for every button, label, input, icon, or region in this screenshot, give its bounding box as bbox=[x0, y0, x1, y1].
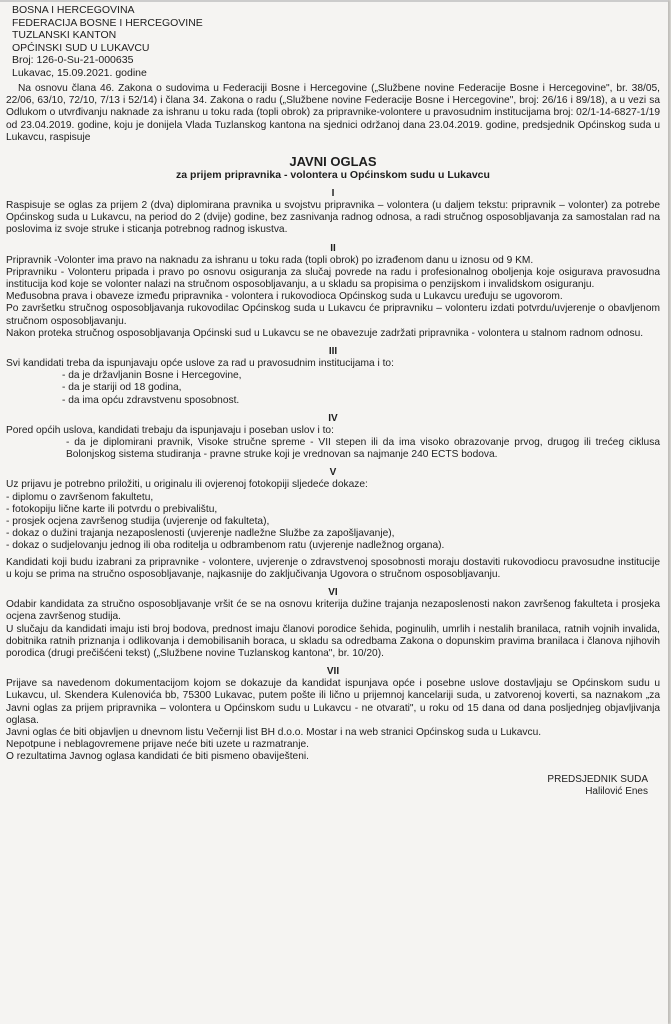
list-item: - dokaz o dužini trajanja nezaposlenosti (uvjerenje nadležne Službe za zapošljavanje), bbox=[6, 528, 395, 540]
header-line: OPĆINSKI SUD U LUKAVCU bbox=[12, 41, 150, 54]
top-edge bbox=[0, 0, 668, 2]
section-3-lead: Svi kandidati treba da ispunjavaju opće uslove za rad u pravosudnim institucijama i to: bbox=[6, 358, 394, 370]
header-line: Broj: 126-0-Su-21-000635 bbox=[12, 54, 134, 66]
header-line: BOSNA I HERCEGOVINA bbox=[12, 4, 135, 16]
section-7-paragraph: Nepotpune i neblagovremene prijave neće biti uzete u razmatranje. bbox=[6, 739, 309, 751]
section-numeral: III bbox=[328, 346, 338, 358]
notice-title: JAVNI OGLAS bbox=[289, 154, 377, 170]
list-item: - prosjek ocjena završenog studija (uvjerenje od fakulteta), bbox=[6, 516, 270, 528]
list-item: - da je diplomirani pravnik, Visoke stručne spreme - VII stepen ili da ima visoko obrazovanje prvog, drugog ili trećeg ciklusa Bolonjskog sistema studiranja - pravne struke koji je vrednovan sa najmanje 240 ECTS bodova. bbox=[66, 437, 660, 461]
header-line: Lukavac, 15.09.2021. godine bbox=[12, 66, 147, 79]
list-item: - da je državljanin Bosne i Hercegovine, bbox=[62, 370, 242, 382]
signature-name: Halilović Enes bbox=[585, 785, 648, 797]
intro-paragraph: Na osnovu člana 46. Zakona o sudovima u Federaciji Bosne i Hercegovine („Službene novine Federacije Bosne i Hercegovine", br. 38/05, 22/06, 63/10, 72/10, 7/13 i 52/14) i člana 34. Zakona o radu („Službene novine Federacije Bosne i Hercegovine", broj: 26/16 i 89/18), a u vezi sa Odlukom o utvrđivanju naknade za ishranu u toku rada (topli obrok) za pripravnike-volontere u pravosudnim institucijama broj: 02/1-14-6827-1/19 od 23.04.2019. godine, koju je donijela Vlada Tuzlanskog kantona na sjednici održanoj dana 23.04.2019. godine, predsjednik Općinskog suda u Lukavcu, raspisuje bbox=[6, 83, 660, 143]
section-4-lead: Pored općih uslova, kandidati trebaju da ispunjavaju i poseban uslov i to: bbox=[6, 424, 334, 436]
section-7-paragraph: Javni oglas će biti objavljen u dnevnom listu Večernji list BH d.o.o. Mostar i na web stranici Općinskog suda u Lukavcu. bbox=[6, 726, 542, 738]
section-5-tail: Kandidati koji budu izabrani za pripravnike - volontere, uvjerenje o zdravstvenoj sposobnosti moraju dostaviti rukovodiocu pravosudne institucije u koju se prima na stručno osposobljavanje, najkasnije do zaključivanja Ugovora o stručnom osposobljavanju. bbox=[6, 556, 660, 580]
header-line: FEDERACIJA BOSNE I HERCEGOVINE bbox=[12, 16, 203, 29]
section-7-paragraph: Prijave sa navedenom dokumentacijom kojom se dokazuje da kandidat ispunjava opće i posebne uslove dostavljaju se Općinskom sudu u Lukavcu, ul. Skendera Kulenovića bb, 75300 Lukavac, putem pošte ili lično u prijemnoj kancelariji suda, u zatvorenoj koverti, sa naznakom „za Javni oglas za prijem pripravnika – volontera u Općinskom sudu u Lukavcu - ne otvarati", u roku od 15 dana od dana posljednjeg objavljivanja oglasa. bbox=[6, 678, 660, 726]
section-2-paragraph: Po završetku stručnog osposobljavanja rukovodilac Općinskog suda u Lukavcu će pripravniku – volonteru izdati potvrdu/uvjerenje o obavljenom stručnom osposobljavanju. bbox=[6, 303, 660, 327]
section-2-paragraph: Pripravnik -Volonter ima pravo na naknadu za ishranu u toku rada (topli obrok) po izrađenom danu u iznosu od 9 KM. bbox=[6, 254, 534, 266]
section-2-paragraph: Pripravniku - Volonteru pripada i pravo po osnovu osiguranja za slučaj povrede na radu i profesionalnog oboljenja koje osigurava pravosudna institucija kod koje se volonter nalazi na stručnom osposobljavanju, a u skladu sa propisima o penzijskom i invalidskom osiguranju. bbox=[6, 266, 660, 291]
section-numeral: II bbox=[330, 242, 336, 254]
section-numeral: VII bbox=[326, 666, 340, 678]
signature-block bbox=[6, 774, 660, 798]
list-item: - da je stariji od 18 godina, bbox=[62, 382, 182, 394]
section-2-paragraph: Nakon proteka stručnog osposobljavanja Općinski sud u Lukavcu se ne obavezuje zadržati pripravnika - volontera u stalnom radnom odnosu. bbox=[6, 327, 644, 339]
notice-subtitle: za prijem pripravnika - volontera u Općinskom sudu u Lukavcu bbox=[176, 169, 490, 182]
court-header bbox=[12, 4, 660, 79]
list-item: - diplomu o završenom fakultetu, bbox=[6, 491, 154, 503]
section-numeral: I bbox=[331, 188, 335, 200]
signature-role: PREDSJEDNIK SUDA bbox=[547, 773, 648, 785]
header-line: TUZLANSKI KANTON bbox=[12, 29, 117, 41]
section-7-paragraph: O rezultatima Javnog oglasa kandidati će biti pismeno obaviješteni. bbox=[6, 751, 309, 763]
section-numeral: IV bbox=[328, 412, 338, 424]
section-2-paragraph: Međusobna prava i obaveze između pripravnika - volontera i rukovodioca Općinskog suda u Lukavcu uređuju se ugovorom. bbox=[6, 291, 563, 303]
section-numeral: VI bbox=[328, 587, 338, 599]
list-item: - dokaz o sudjelovanju jednog ili oba roditelja u odbrambenom ratu (uvjerenje nadležnog organa). bbox=[6, 540, 445, 552]
section-6-paragraph: U slučaju da kandidati imaju isti broj bodova, prednost imaju članovi porodice šehida, poginulih, umrlih i nestalih branilaca, ratnih vojnih invalida, dobitnika ratnih priznanja i odlikovanja i demobilisanih boraca, u skladu sa odredbama Zakona o dopunskim pravima branilaca i članova njihovih porodica (drugi prečišćeni tekst) („Službene novine Tuzlanskog kantona", br. 10/20). bbox=[6, 623, 660, 659]
section-numeral: V bbox=[329, 467, 337, 479]
section-6-paragraph: Odabir kandidata za stručno osposobljavanje vršit će se na osnovu kriterija dužine trajanja nezaposlenosti nakon završenog fakulteta i prosjeka ocjena završenog studija. bbox=[6, 599, 660, 623]
section-5-lead: Uz prijavu je potrebno priložiti, u originalu ili ovjerenoj fotokopiji sljedeće dokaze: bbox=[6, 479, 368, 491]
list-item: - fotokopiju lične karte ili potvrdu o prebivalištu, bbox=[6, 503, 218, 515]
list-item: - da ima opću zdravstvenu sposobnost. bbox=[62, 394, 240, 406]
notice-content bbox=[6, 4, 660, 798]
section-1-text: Raspisuje se oglas za prijem 2 (dva) diplomirana pravnika u svojstvu pripravnika – volontera (u daljem tekstu: pripravnik – volonter) za potrebe Općinskog suda u Lukavcu, na period do 2 (dvije) godine, bez zasnivanja radnog odnosa, a radi stručnog osposobljavanja za samostalan rad na poslovima iz svoje struke i sticanja potrebnog radnog iskustva. bbox=[6, 200, 660, 236]
